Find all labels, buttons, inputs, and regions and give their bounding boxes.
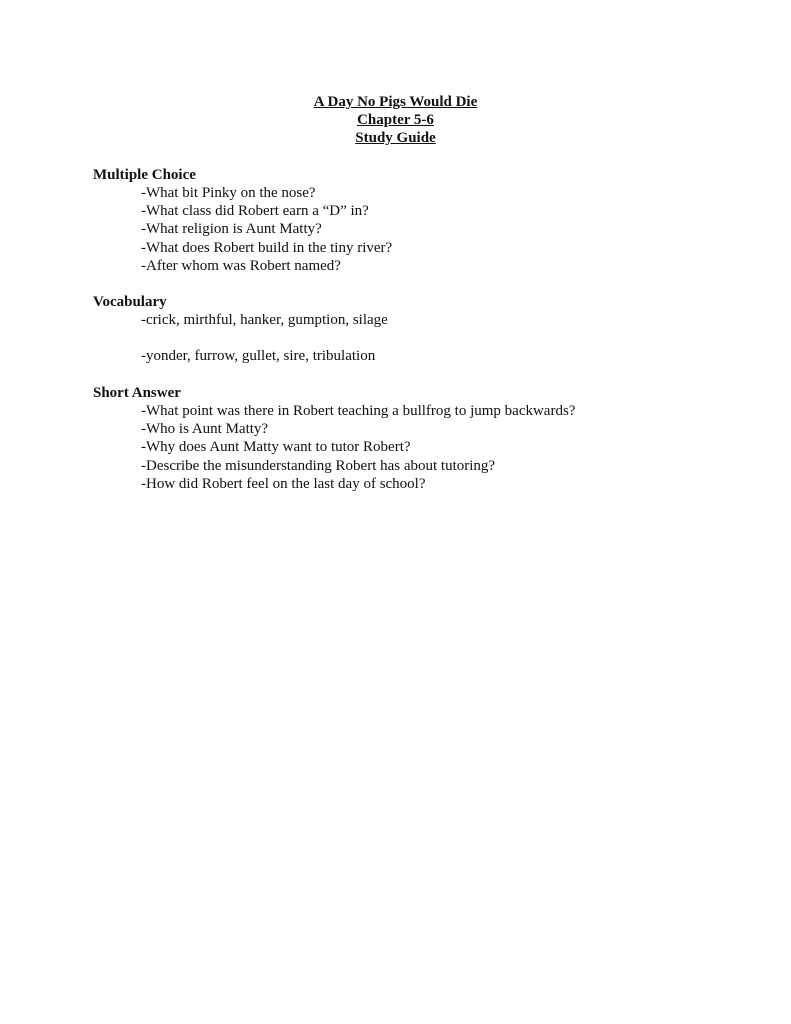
vocabulary-section bbox=[93, 293, 713, 365]
short-answer-section bbox=[93, 384, 713, 493]
multiple-choice-heading: Multiple Choice bbox=[93, 167, 196, 183]
title-block bbox=[0, 93, 791, 147]
short-answer-question: -Who is Aunt Matty? bbox=[141, 421, 269, 438]
multiple-choice-section bbox=[93, 166, 713, 275]
short-answer-question: -Why does Aunt Matty want to tutor Robert? bbox=[141, 439, 411, 456]
spacer bbox=[93, 329, 713, 347]
multiple-choice-question: -What bit Pinky on the nose? bbox=[141, 185, 316, 201]
multiple-choice-question: -After whom was Robert named? bbox=[141, 257, 341, 274]
vocabulary-heading: Vocabulary bbox=[93, 294, 167, 310]
vocabulary-word-list: -yonder, furrow, gullet, sire, tribulation bbox=[141, 348, 376, 365]
vocabulary-word-list: -crick, mirthful, hanker, gumption, silage bbox=[141, 312, 388, 328]
multiple-choice-question: -What does Robert build in the tiny river? bbox=[141, 239, 393, 256]
multiple-choice-question: -What religion is Aunt Matty? bbox=[141, 221, 322, 238]
short-answer-question: -Describe the misunderstanding Robert has about tutoring? bbox=[141, 457, 496, 474]
multiple-choice-question: -What class did Robert earn a “D” in? bbox=[141, 203, 369, 220]
chapter-title: Chapter 5-6 bbox=[357, 112, 434, 128]
short-answer-question: -What point was there in Robert teaching a bullfrog to jump backwards? bbox=[141, 403, 576, 419]
study-guide-title: Study Guide bbox=[355, 130, 436, 146]
short-answer-heading: Short Answer bbox=[93, 385, 181, 401]
book-title: A Day No Pigs Would Die bbox=[313, 94, 478, 110]
short-answer-question: -How did Robert feel on the last day of school? bbox=[141, 475, 426, 492]
